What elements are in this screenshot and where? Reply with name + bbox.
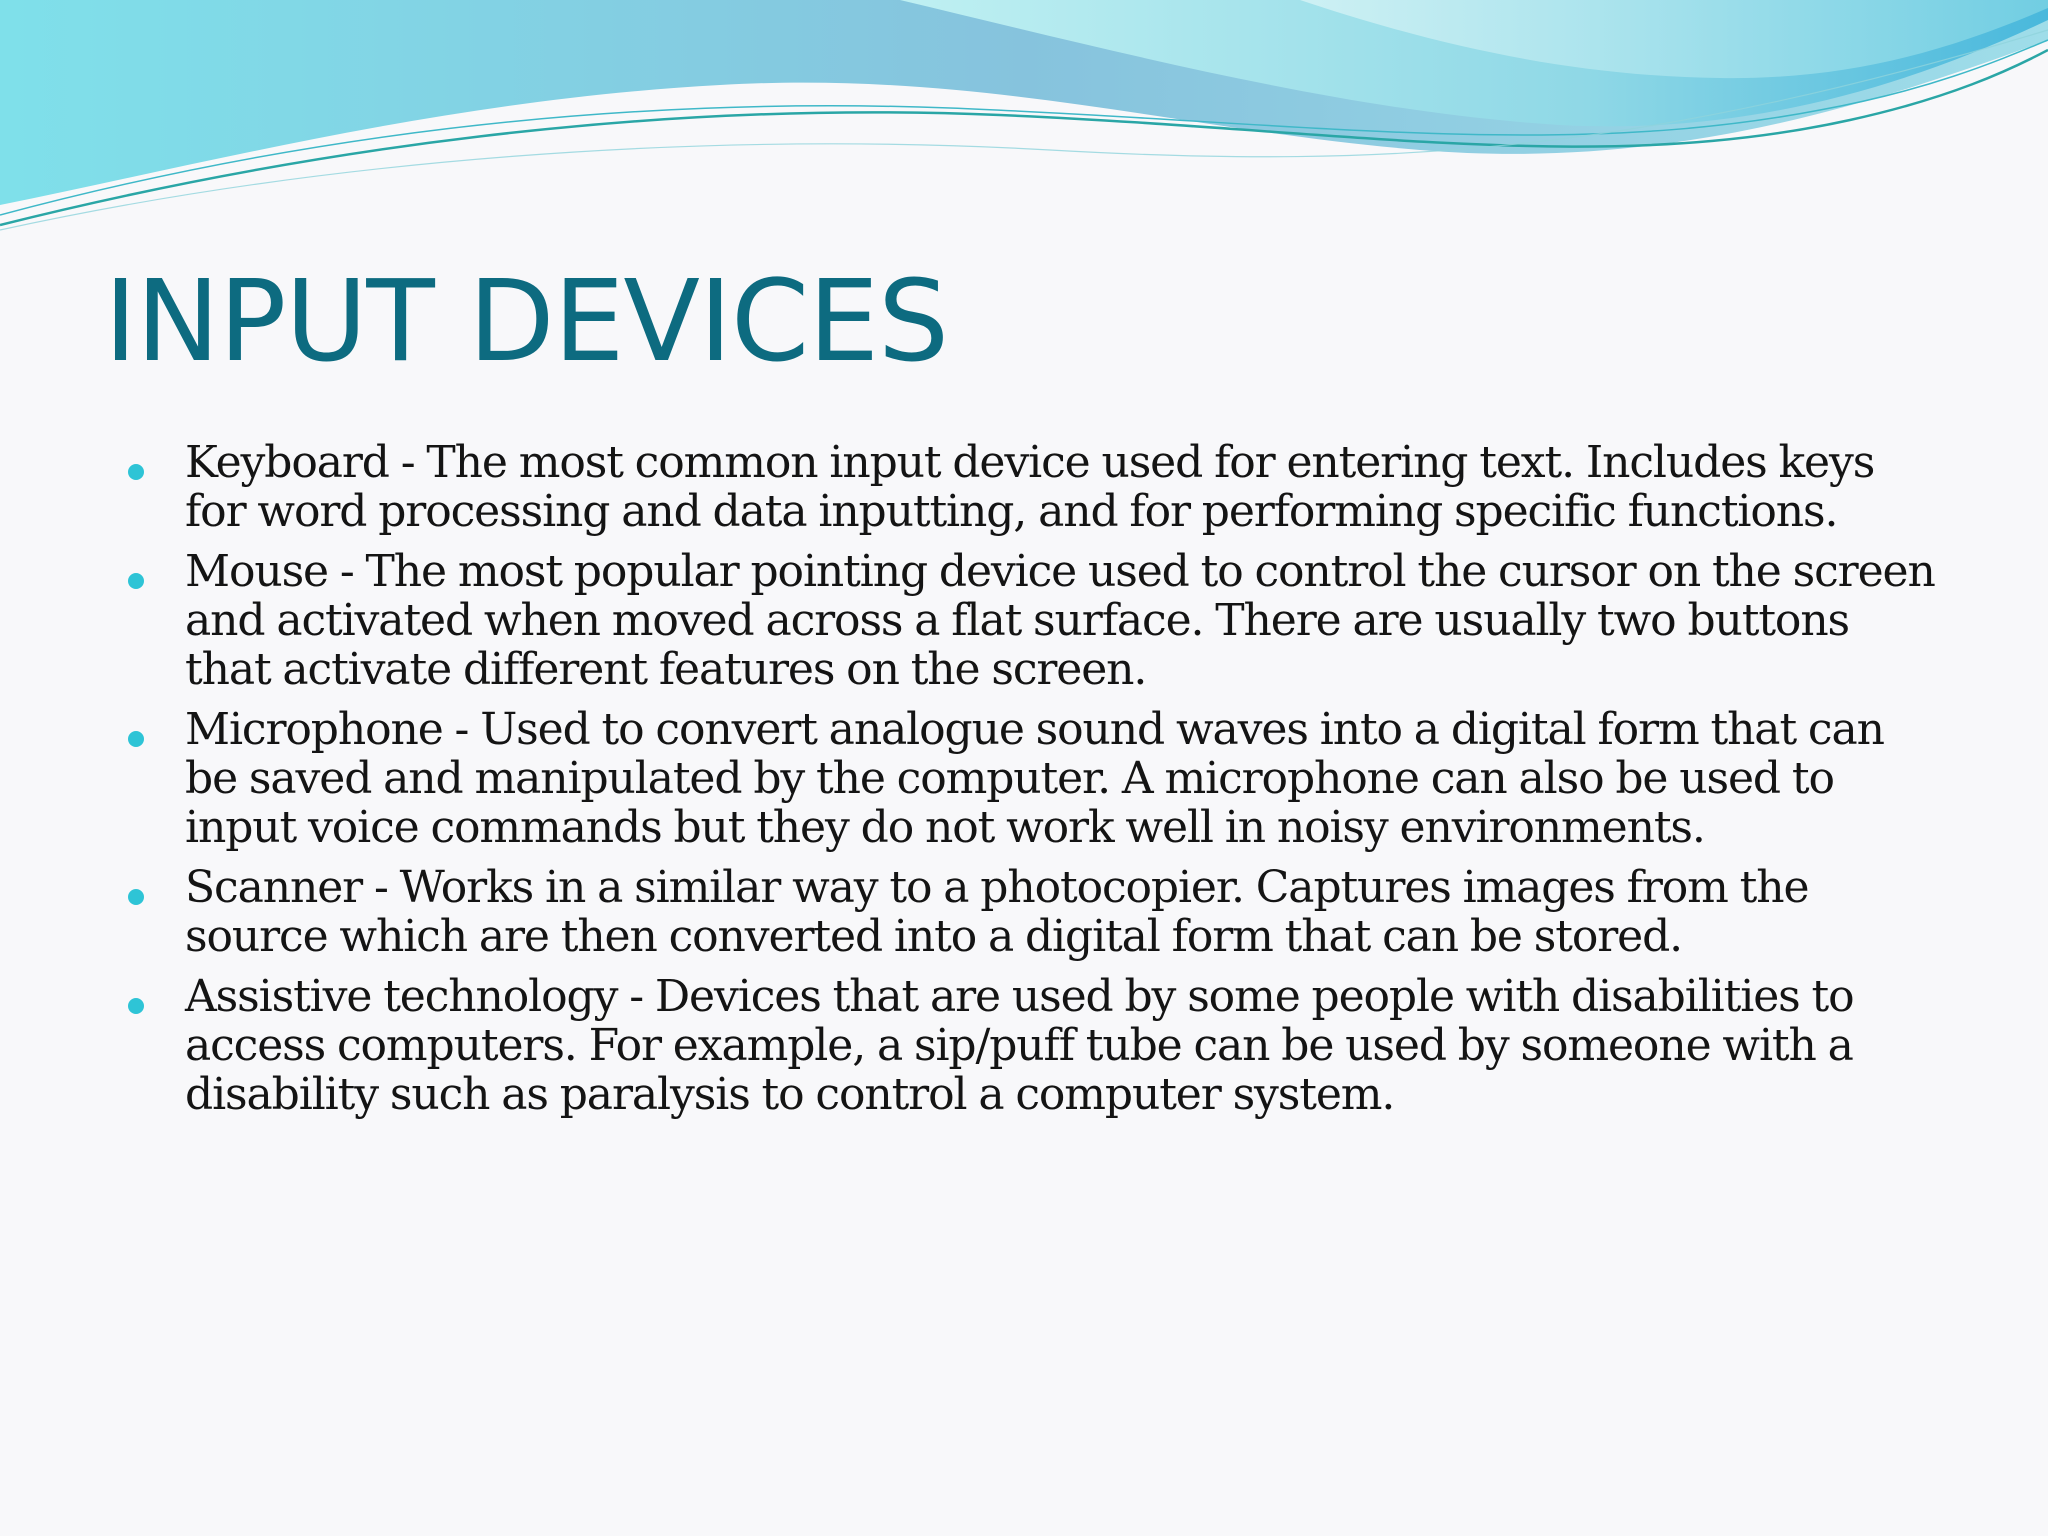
slide-title: INPUT DEVICES <box>104 257 949 387</box>
bullet-dot-icon <box>128 889 144 905</box>
bullet-text-assistive-technology: Assistive technology - Devices that are used by some people with disabilities to access computers. For example, a sip/puff tube can be used by someone with a disability such as paralysis to control a computer system. <box>185 971 1854 1120</box>
bullet-dot-icon <box>128 998 144 1014</box>
bullet-dot-icon <box>128 464 144 480</box>
list-item <box>0 972 2048 1119</box>
bullet-list <box>0 438 2048 1130</box>
list-item <box>0 705 2048 852</box>
bullet-text-mouse: Mouse - The most popular pointing device used to control the cursor on the screen and activated when moved across a flat surface. There are usually two buttons that activate different features on the screen. <box>185 546 1935 695</box>
bullet-dot-icon <box>128 573 144 589</box>
list-item <box>0 438 2048 536</box>
bullet-text-microphone: Microphone - Used to convert analogue sound waves into a digital form that can be saved and manipulated by the computer. A microphone can also be used to input voice commands but they do not work well in noisy environments. <box>185 704 1884 853</box>
bullet-dot-icon <box>128 731 144 747</box>
bullet-text-scanner: Scanner - Works in a similar way to a photocopier. Captures images from the source which are then converted into a digital form that can be stored. <box>185 862 1809 962</box>
header-wave-decoration <box>0 0 2048 240</box>
bullet-text-keyboard: Keyboard - The most common input device used for entering text. Includes keys for word processing and data inputting, and for performing specific functions. <box>185 437 1875 537</box>
list-item <box>0 547 2048 694</box>
list-item <box>0 863 2048 961</box>
